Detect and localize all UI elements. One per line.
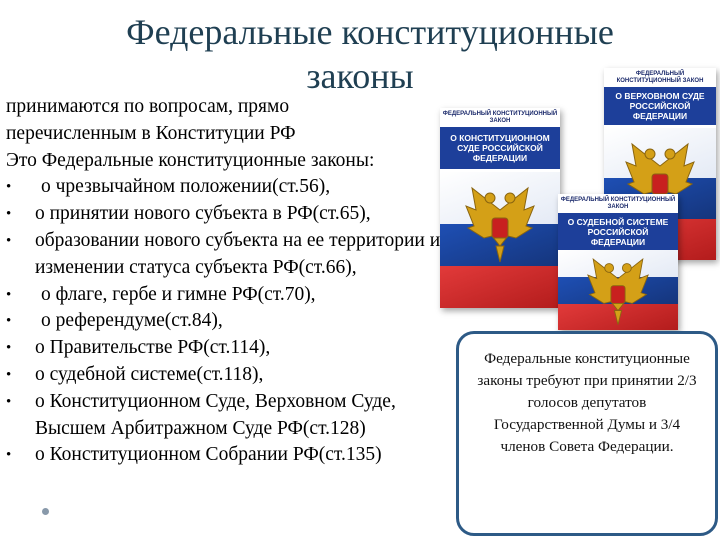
- list-item: [6, 201, 446, 228]
- title-line-1: Федеральные конституционные: [126, 12, 614, 52]
- bullet-icon: •: [6, 447, 12, 464]
- callout-text: Федеральные конституционные законы требуют при принятии 2/3 голосов депутатов Государственной Думы и 3/4 членов Совета Федерации.: [477, 350, 697, 455]
- bullet-icon: •: [6, 179, 12, 196]
- info-callout-box: [456, 331, 718, 536]
- bullet-icon: •: [6, 232, 12, 249]
- list-item-text: о Конституционном Суде, Верховном Суде, Высшем Арбитражном Суде РФ(ст.128): [35, 390, 396, 439]
- list-item: [6, 362, 446, 389]
- list-item-text: о референдуме(ст.84),: [41, 310, 223, 332]
- book-cover-judicial-system: [558, 194, 678, 330]
- list-item: [6, 308, 446, 335]
- bullet-icon: •: [6, 206, 12, 223]
- law-list: [6, 174, 446, 469]
- slide-body: [6, 94, 446, 469]
- book-cover-constitutional-court: [440, 108, 560, 308]
- intro-line-2: перечисленным в Конституции РФ: [6, 122, 296, 144]
- list-item: [6, 228, 446, 282]
- list-item: [6, 335, 446, 362]
- list-item-text: о Конституционном Собрании РФ(ст.135): [35, 444, 382, 466]
- list-item-text: о судебной системе(ст.118),: [35, 363, 264, 385]
- intro-line-1: принимаются по вопросам, прямо: [6, 96, 290, 117]
- bullet-icon: •: [6, 366, 12, 383]
- coat-of-arms-icon: [462, 180, 538, 268]
- intro-line-3: Это Федеральные конституционные законы:: [6, 149, 375, 171]
- list-item-text: о Правительстве РФ(ст.114),: [35, 337, 271, 359]
- title-line-2: законы: [306, 56, 414, 96]
- list-item-text: о принятии нового субъекта в РФ(ст.65),: [35, 203, 371, 225]
- book-header: ФЕДЕРАЛЬНЫЙ КОНСТИТУЦИОННЫЙ ЗАКОН: [440, 108, 560, 127]
- decorative-dot: [42, 508, 49, 515]
- bullet-icon: •: [6, 393, 12, 410]
- list-item-text: о чрезвычайном положении(ст.56),: [41, 176, 331, 198]
- bullet-icon: •: [6, 340, 12, 357]
- bullet-icon: •: [6, 313, 12, 330]
- book-title: О ВЕРХОВНОМ СУДЕ РОССИЙСКОЙ ФЕДЕРАЦИИ: [604, 87, 716, 125]
- list-item: [6, 389, 446, 443]
- list-item: [6, 174, 446, 201]
- list-item: [6, 282, 446, 309]
- book-title: О КОНСТИТУЦИОННОМ СУДЕ РОССИЙСКОЙ ФЕДЕРАЦИИ: [440, 127, 560, 169]
- book-header: ФЕДЕРАЛЬНЫЙ КОНСТИТУЦИОННЫЙ ЗАКОН: [558, 194, 678, 213]
- list-item-text: образовании нового субъекта на ее территории и изменении статуса субъекта РФ(ст.66),: [35, 229, 441, 278]
- bullet-icon: •: [6, 286, 12, 303]
- book-title: О СУДЕБНОЙ СИСТЕМЕ РОССИЙСКОЙ ФЕДЕРАЦИИ: [558, 213, 678, 251]
- list-item: [6, 442, 446, 469]
- book-header: ФЕДЕРАЛЬНЫЙ КОНСТИТУЦИОННЫЙ ЗАКОН: [604, 68, 716, 87]
- coat-of-arms-icon: [584, 252, 652, 330]
- list-item-text: о флаге, гербе и гимне РФ(ст.70),: [41, 283, 316, 305]
